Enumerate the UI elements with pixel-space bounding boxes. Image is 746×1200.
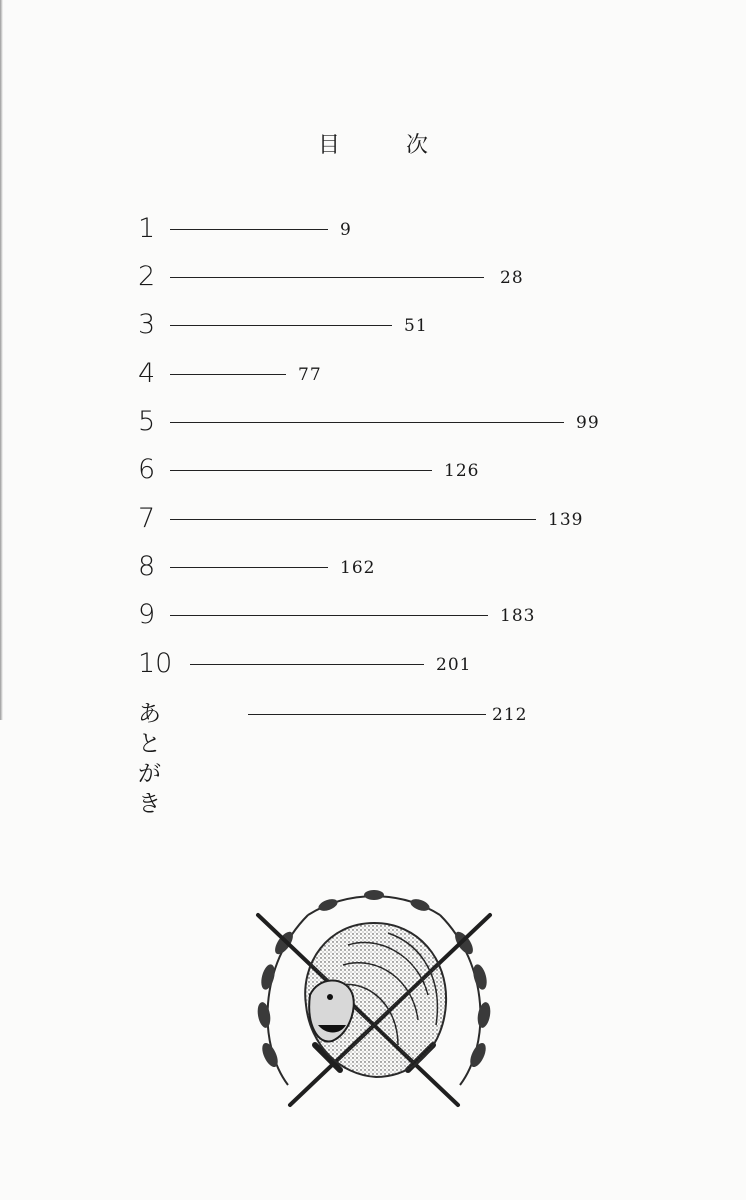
page-number: 126 (444, 461, 480, 481)
page-number: 139 (548, 510, 584, 530)
chapter-label: 1 (138, 213, 156, 244)
page-number: 77 (298, 365, 322, 385)
leader-line (170, 374, 286, 375)
page-number: 183 (500, 606, 536, 626)
page-title: 目 次 (317, 133, 450, 158)
chapter-label: 5 (138, 406, 156, 437)
chapter-label: 2 (138, 261, 156, 292)
chapter-label: あとがき (138, 701, 161, 817)
chapter-label: 3 (138, 309, 156, 340)
lion-crest-icon (248, 885, 500, 1113)
page-number: 9 (340, 220, 352, 240)
leader-line (170, 470, 432, 471)
chapter-label: 4 (138, 358, 156, 389)
chapter-label: 8 (138, 551, 156, 582)
leader-line (170, 567, 328, 568)
page-number: 51 (404, 316, 428, 336)
leader-line (190, 664, 424, 665)
page-number: 201 (436, 655, 472, 675)
leader-line (170, 229, 328, 230)
chapter-label: 10 (138, 648, 173, 679)
leader-line (170, 615, 488, 616)
leader-line (170, 325, 392, 326)
chapter-label: 7 (138, 503, 156, 534)
chapter-label: 9 (138, 599, 156, 630)
leader-line (170, 519, 536, 520)
leader-line (170, 277, 484, 278)
chapter-label: 6 (138, 454, 156, 485)
page-number: 99 (576, 413, 600, 433)
leader-line (170, 422, 564, 423)
page-number: 28 (500, 268, 524, 288)
leader-line (248, 714, 486, 715)
page-number: 212 (492, 705, 528, 725)
page-number: 162 (340, 558, 376, 578)
